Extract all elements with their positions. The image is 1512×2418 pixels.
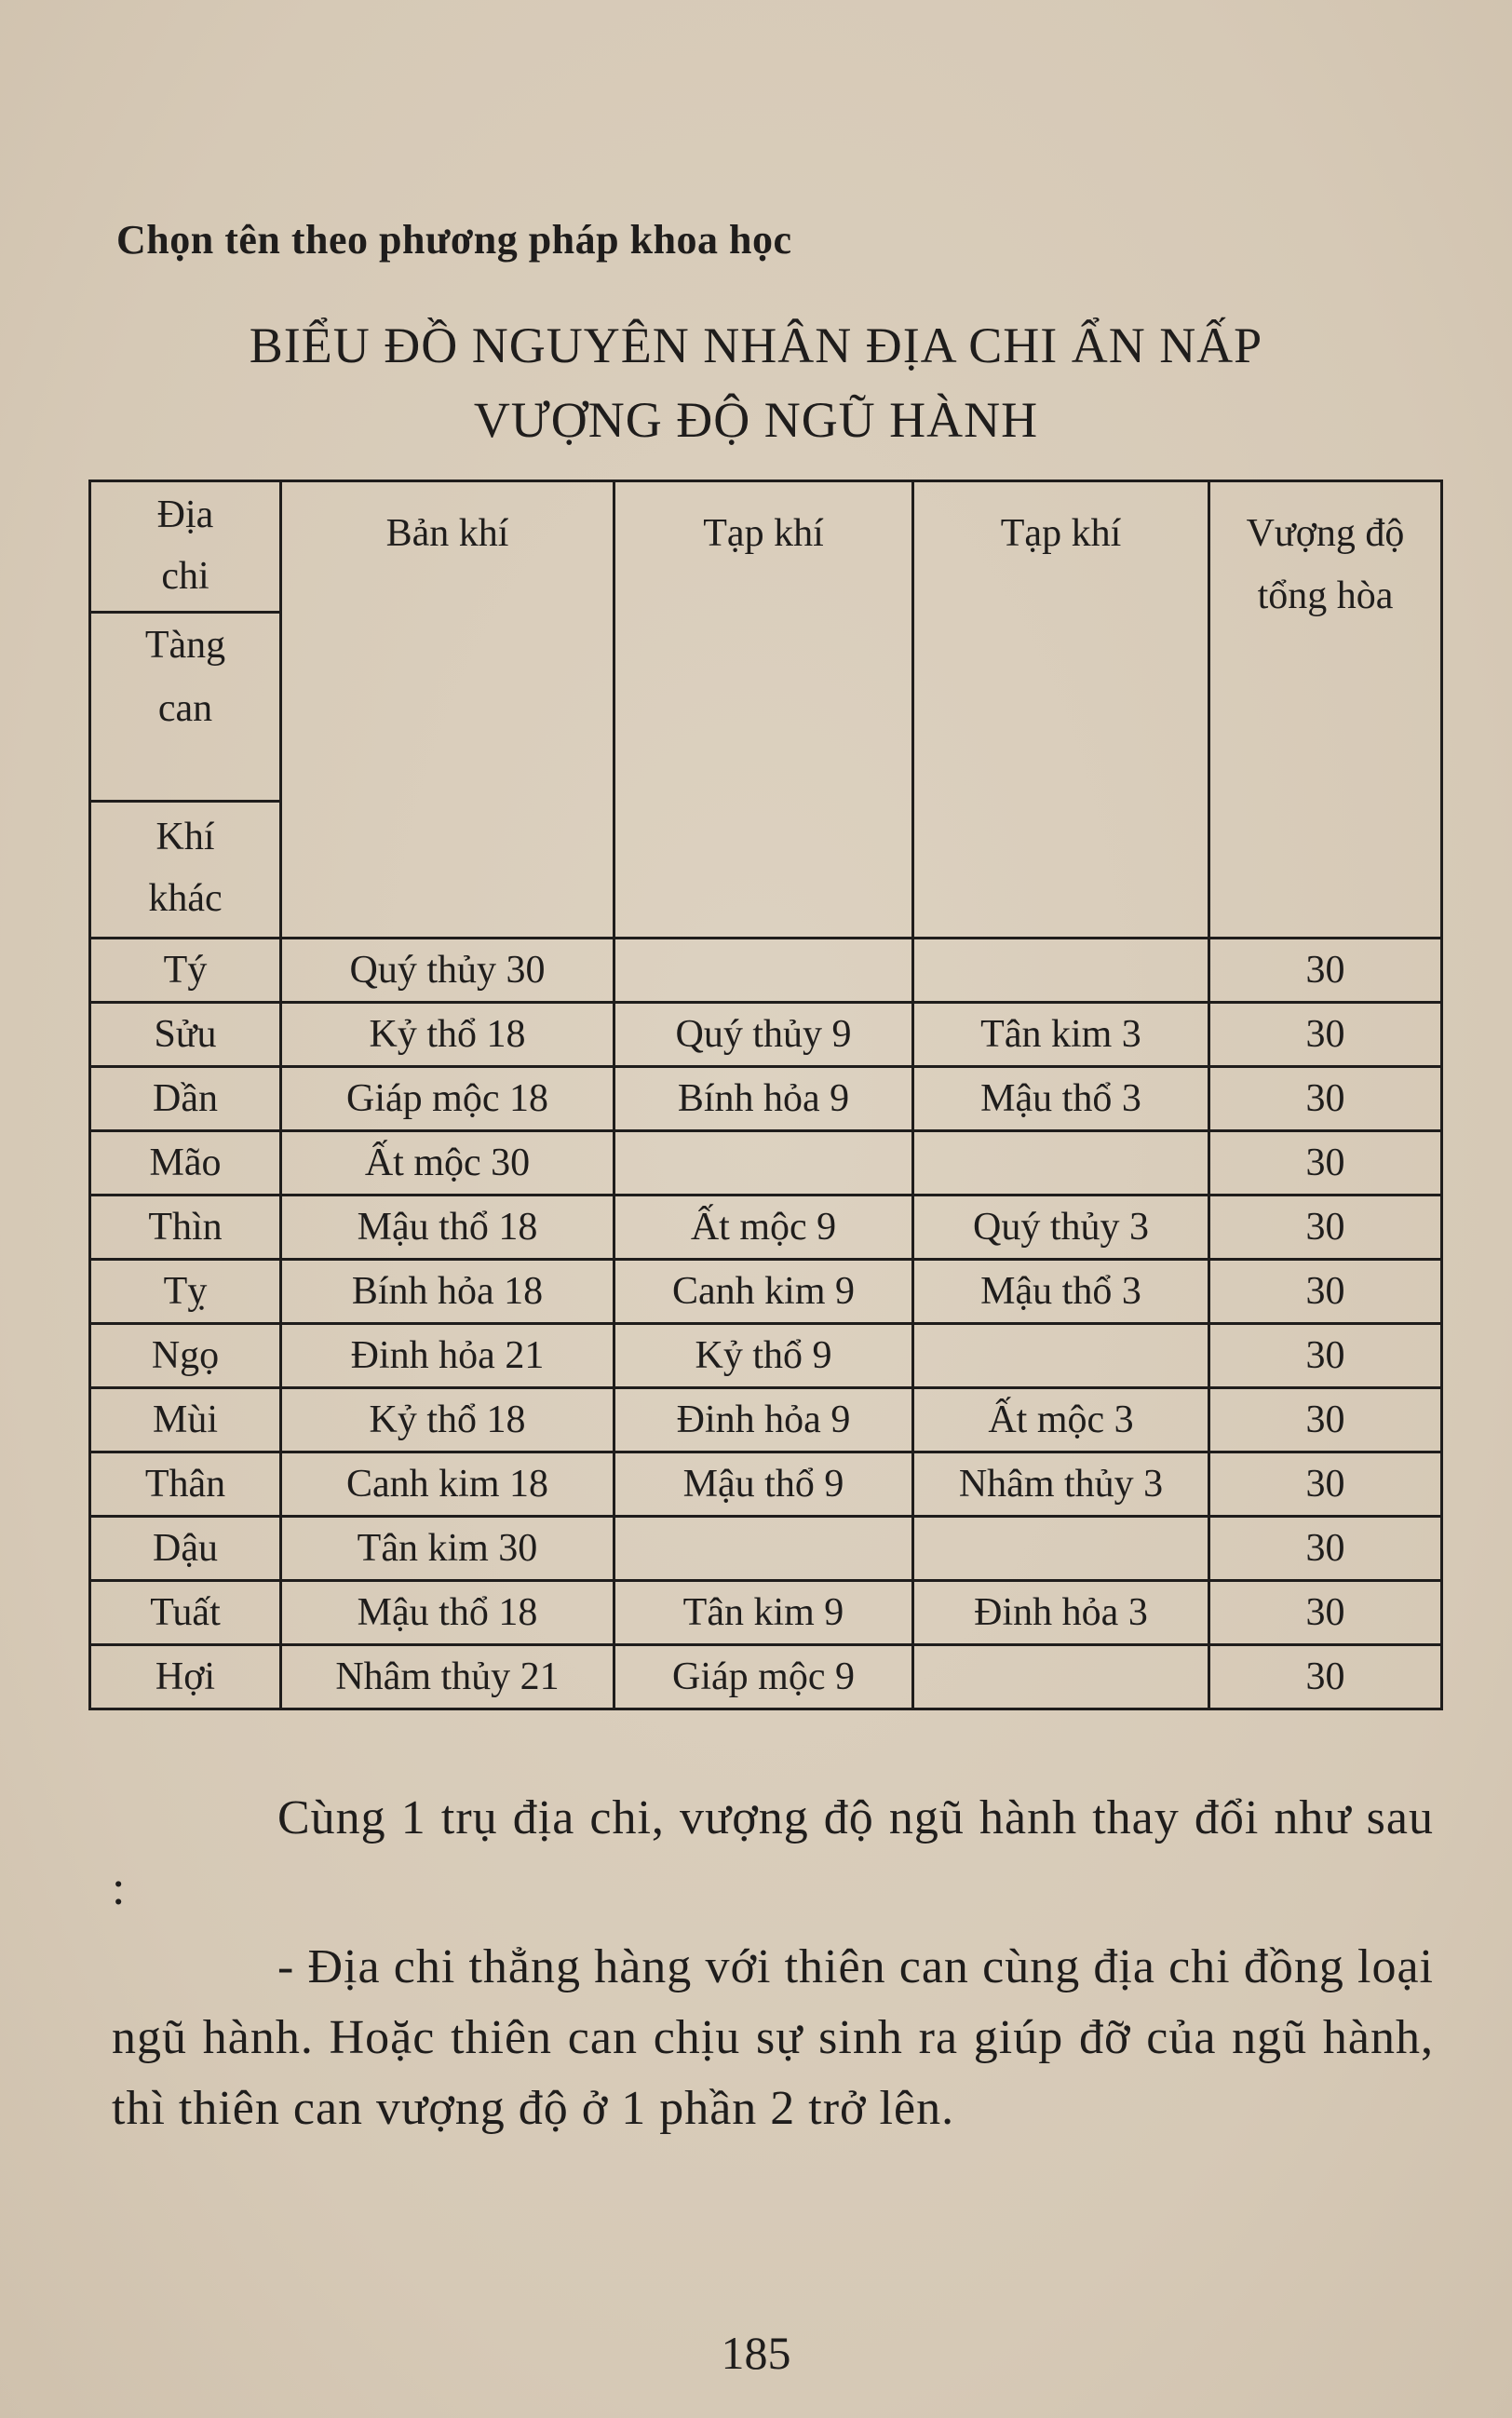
cell-dia-chi: Tý [90, 939, 281, 1003]
table-row [90, 1388, 1442, 1452]
cell-dia-chi: Dậu [90, 1517, 281, 1581]
table-header-row [90, 481, 1442, 939]
cell-dia-chi: Sửu [90, 1003, 281, 1067]
header-dia-chi: Địa chi [91, 482, 279, 614]
cell-tap-khi-2 [913, 939, 1209, 1003]
cell-ban-khi: Kỷ thổ 18 [281, 1003, 614, 1067]
cell-tap-khi-2: Tân kim 3 [913, 1003, 1209, 1067]
cell-ban-khi: Mậu thổ 18 [281, 1581, 614, 1645]
cell-tap-khi-2 [913, 1517, 1209, 1581]
cell-vuong-do: 30 [1209, 1260, 1442, 1324]
vuong-do-table [88, 480, 1443, 1710]
table-row [90, 1581, 1442, 1645]
cell-tap-khi-1: Quý thủy 9 [614, 1003, 913, 1067]
table-row [90, 1324, 1442, 1388]
cell-ban-khi: Nhâm thủy 21 [281, 1645, 614, 1709]
table-row [90, 1067, 1442, 1131]
cell-vuong-do: 30 [1209, 1452, 1442, 1517]
cell-tap-khi-2: Quý thủy 3 [913, 1195, 1209, 1260]
cell-tap-khi-2 [913, 1324, 1209, 1388]
cell-vuong-do: 30 [1209, 1195, 1442, 1260]
table-row [90, 1645, 1442, 1709]
cell-ban-khi: Giáp mộc 18 [281, 1067, 614, 1131]
table-row [90, 1517, 1442, 1581]
cell-tap-khi-1: Tân kim 9 [614, 1581, 913, 1645]
cell-tap-khi-1: Mậu thổ 9 [614, 1452, 913, 1517]
header-tap-khi-2: Tạp khí [913, 481, 1209, 939]
header-vuong-do: Vượng độ tổng hòa [1209, 481, 1442, 939]
header-tap-khi-1: Tạp khí [614, 481, 913, 939]
table-title-line-1: BIỂU ĐỒ NGUYÊN NHÂN ĐỊA CHI ẨN NẤP [249, 317, 1263, 373]
cell-tap-khi-1 [614, 939, 913, 1003]
cell-tap-khi-1: Đinh hỏa 9 [614, 1388, 913, 1452]
cell-vuong-do: 30 [1209, 1131, 1442, 1195]
cell-tap-khi-2 [913, 1645, 1209, 1709]
cell-tap-khi-1: Giáp mộc 9 [614, 1645, 913, 1709]
table-row [90, 1003, 1442, 1067]
cell-dia-chi: Hợi [90, 1645, 281, 1709]
cell-ban-khi: Đinh hỏa 21 [281, 1324, 614, 1388]
cell-dia-chi: Tuất [90, 1581, 281, 1645]
cell-dia-chi: Ngọ [90, 1324, 281, 1388]
cell-vuong-do: 30 [1209, 1003, 1442, 1067]
cell-tap-khi-2: Đinh hỏa 3 [913, 1581, 1209, 1645]
cell-tap-khi-2: Mậu thổ 3 [913, 1067, 1209, 1131]
cell-vuong-do: 30 [1209, 1581, 1442, 1645]
paragraph-2: - Địa chi thẳng hàng với thiên can cùng địa chi đồng loại ngũ hành. Hoặc thiên can chịu sự sinh ra giúp đỡ của ngũ hành, thì thiên can vượng độ ở 1 phần 2 trở lên. [112, 1940, 1434, 2135]
cell-dia-chi: Mùi [90, 1388, 281, 1452]
table-row [90, 1195, 1442, 1260]
cell-ban-khi: Mậu thổ 18 [281, 1195, 614, 1260]
header-cell-dia-chi [90, 481, 281, 939]
cell-ban-khi: Canh kim 18 [281, 1452, 614, 1517]
header-ban-khi: Bản khí [281, 481, 614, 939]
cell-dia-chi: Thìn [90, 1195, 281, 1260]
table-row [90, 939, 1442, 1003]
cell-tap-khi-1: Canh kim 9 [614, 1260, 913, 1324]
cell-vuong-do: 30 [1209, 939, 1442, 1003]
paragraph-1: Cùng 1 trụ địa chi, vượng độ ngũ hành thay đổi như sau : [112, 1791, 1434, 1915]
cell-vuong-do: 30 [1209, 1517, 1442, 1581]
table-row [90, 1131, 1442, 1195]
cell-dia-chi: Mão [90, 1131, 281, 1195]
cell-ban-khi: Ất mộc 30 [281, 1131, 614, 1195]
table-title-line-2: VƯỢNG ĐỘ NGŨ HÀNH [473, 392, 1039, 448]
cell-tap-khi-1: Bính hỏa 9 [614, 1067, 913, 1131]
cell-ban-khi: Bính hỏa 18 [281, 1260, 614, 1324]
cell-vuong-do: 30 [1209, 1067, 1442, 1131]
running-head: Chọn tên theo phương pháp khoa học [116, 217, 792, 263]
cell-dia-chi: Dần [90, 1067, 281, 1131]
cell-ban-khi: Quý thủy 30 [281, 939, 614, 1003]
cell-tap-khi-1: Kỷ thổ 9 [614, 1324, 913, 1388]
cell-dia-chi: Tỵ [90, 1260, 281, 1324]
cell-tap-khi-2: Nhâm thủy 3 [913, 1452, 1209, 1517]
table-row [90, 1452, 1442, 1517]
cell-ban-khi: Tân kim 30 [281, 1517, 614, 1581]
cell-tap-khi-1 [614, 1517, 913, 1581]
table-row [90, 1260, 1442, 1324]
cell-tap-khi-2: Mậu thổ 3 [913, 1260, 1209, 1324]
header-tang-can: Tàng can [91, 614, 279, 803]
cell-tap-khi-1: Ất mộc 9 [614, 1195, 913, 1260]
cell-tap-khi-2 [913, 1131, 1209, 1195]
cell-dia-chi: Thân [90, 1452, 281, 1517]
cell-ban-khi: Kỷ thổ 18 [281, 1388, 614, 1452]
cell-tap-khi-1 [614, 1131, 913, 1195]
header-khi-khac: Khí khác [148, 816, 223, 920]
cell-vuong-do: 30 [1209, 1324, 1442, 1388]
cell-vuong-do: 30 [1209, 1388, 1442, 1452]
cell-tap-khi-2: Ất mộc 3 [913, 1388, 1209, 1452]
page-number: 185 [721, 2327, 791, 2379]
cell-vuong-do: 30 [1209, 1645, 1442, 1709]
